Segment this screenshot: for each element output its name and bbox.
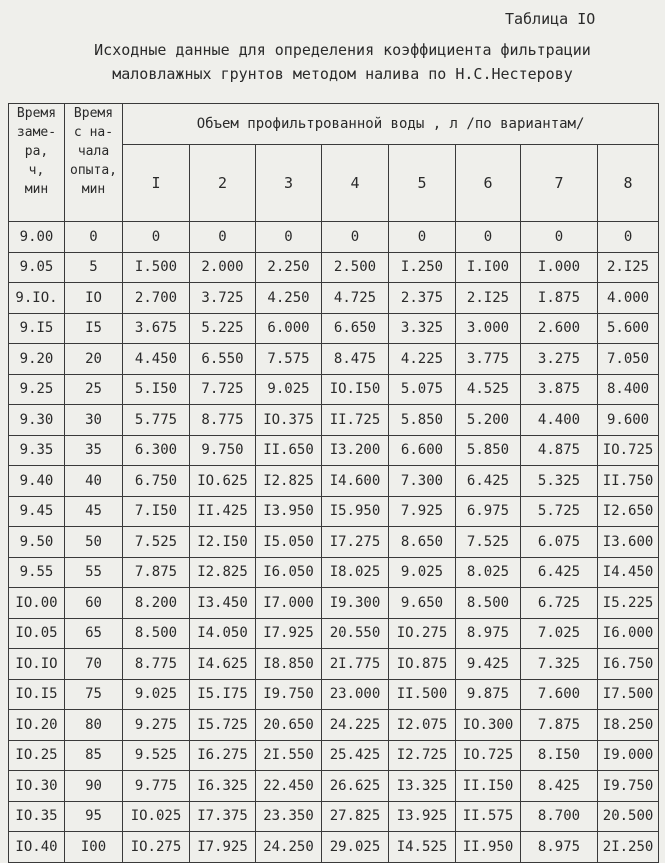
cell-volume: 6.425 bbox=[521, 557, 598, 588]
cell-volume: II.425 bbox=[190, 496, 256, 527]
cell-volume: I6.000 bbox=[598, 618, 659, 649]
table-row bbox=[9, 405, 659, 436]
cell-measure-time: IO.05 bbox=[9, 618, 65, 649]
cell-volume: IO.375 bbox=[256, 405, 322, 436]
table-row bbox=[9, 313, 659, 344]
cell-measure-time: IO.00 bbox=[9, 588, 65, 619]
header-variant: 3 bbox=[256, 145, 322, 222]
cell-volume: 4.450 bbox=[123, 344, 190, 375]
cell-elapsed: 45 bbox=[65, 496, 123, 527]
cell-measure-time: 9.I5 bbox=[9, 313, 65, 344]
cell-elapsed: 70 bbox=[65, 649, 123, 680]
cell-volume: 2.700 bbox=[123, 283, 190, 314]
cell-volume: 3.775 bbox=[456, 344, 521, 375]
cell-volume: IO.625 bbox=[190, 466, 256, 497]
cell-volume: 8.400 bbox=[598, 374, 659, 405]
cell-volume: 7.600 bbox=[521, 679, 598, 710]
cell-volume: 2.500 bbox=[322, 252, 389, 283]
cell-volume: I3.950 bbox=[256, 496, 322, 527]
header-variant: 5 bbox=[389, 145, 456, 222]
cell-volume: 2.I25 bbox=[456, 283, 521, 314]
cell-volume: 20.500 bbox=[598, 801, 659, 832]
cell-volume: 0 bbox=[456, 222, 521, 253]
cell-measure-time: 9.20 bbox=[9, 344, 65, 375]
cell-volume: 6.300 bbox=[123, 435, 190, 466]
header-measure-time: Время заме- ра, ч, мин bbox=[9, 104, 65, 222]
cell-volume: 24.250 bbox=[256, 832, 322, 863]
cell-volume: I8.850 bbox=[256, 649, 322, 680]
cell-volume: I.I00 bbox=[456, 252, 521, 283]
table-row bbox=[9, 466, 659, 497]
cell-volume: I5.725 bbox=[190, 710, 256, 741]
cell-volume: 8.I50 bbox=[521, 740, 598, 771]
cell-volume: 23.000 bbox=[322, 679, 389, 710]
cell-volume: 6.550 bbox=[190, 344, 256, 375]
cell-volume: I9.750 bbox=[598, 771, 659, 802]
cell-volume: I2.650 bbox=[598, 496, 659, 527]
cell-volume: 5.075 bbox=[389, 374, 456, 405]
cell-volume: I.500 bbox=[123, 252, 190, 283]
cell-volume: 4.525 bbox=[456, 374, 521, 405]
cell-measure-time: 9.05 bbox=[9, 252, 65, 283]
table-body bbox=[9, 222, 659, 863]
cell-volume: 0 bbox=[190, 222, 256, 253]
cell-elapsed: 85 bbox=[65, 740, 123, 771]
cell-volume: 9.025 bbox=[256, 374, 322, 405]
table-row bbox=[9, 740, 659, 771]
cell-volume: 2I.775 bbox=[322, 649, 389, 680]
cell-volume: 3.325 bbox=[389, 313, 456, 344]
cell-volume: 5.I50 bbox=[123, 374, 190, 405]
cell-volume: 9.650 bbox=[389, 588, 456, 619]
cell-measure-time: IO.30 bbox=[9, 771, 65, 802]
cell-volume: I7.000 bbox=[256, 588, 322, 619]
cell-volume: 4.250 bbox=[256, 283, 322, 314]
cell-volume: 22.450 bbox=[256, 771, 322, 802]
cell-volume: I9.000 bbox=[598, 740, 659, 771]
cell-volume: 7.925 bbox=[389, 496, 456, 527]
cell-measure-time: 9.55 bbox=[9, 557, 65, 588]
cell-measure-time: 9.40 bbox=[9, 466, 65, 497]
cell-volume: 8.775 bbox=[123, 649, 190, 680]
cell-elapsed: 65 bbox=[65, 618, 123, 649]
cell-volume: 7.025 bbox=[521, 618, 598, 649]
cell-volume: I3.200 bbox=[322, 435, 389, 466]
cell-volume: 3.275 bbox=[521, 344, 598, 375]
cell-volume: I4.450 bbox=[598, 557, 659, 588]
cell-volume: I3.925 bbox=[389, 801, 456, 832]
cell-elapsed: I00 bbox=[65, 832, 123, 863]
cell-volume: II.I50 bbox=[456, 771, 521, 802]
cell-measure-time: 9.35 bbox=[9, 435, 65, 466]
cell-measure-time: 9.45 bbox=[9, 496, 65, 527]
cell-volume: I3.325 bbox=[389, 771, 456, 802]
cell-volume: I6.750 bbox=[598, 649, 659, 680]
table-row bbox=[9, 801, 659, 832]
cell-elapsed: 30 bbox=[65, 405, 123, 436]
cell-volume: I2.825 bbox=[190, 557, 256, 588]
cell-volume: 29.025 bbox=[322, 832, 389, 863]
cell-volume: IO.275 bbox=[389, 618, 456, 649]
cell-volume: 24.225 bbox=[322, 710, 389, 741]
cell-elapsed: 50 bbox=[65, 527, 123, 558]
cell-volume: 2.600 bbox=[521, 313, 598, 344]
header-variant: 2 bbox=[190, 145, 256, 222]
cell-elapsed: 55 bbox=[65, 557, 123, 588]
cell-volume: I2.I50 bbox=[190, 527, 256, 558]
cell-elapsed: 95 bbox=[65, 801, 123, 832]
cell-volume: I7.500 bbox=[598, 679, 659, 710]
cell-volume: 7.575 bbox=[256, 344, 322, 375]
table-row bbox=[9, 588, 659, 619]
cell-volume: I.000 bbox=[521, 252, 598, 283]
table-row bbox=[9, 527, 659, 558]
cell-volume: I6.050 bbox=[256, 557, 322, 588]
cell-volume: 3.675 bbox=[123, 313, 190, 344]
cell-measure-time: IO.I5 bbox=[9, 679, 65, 710]
cell-volume: 9.025 bbox=[123, 679, 190, 710]
cell-volume: 4.225 bbox=[389, 344, 456, 375]
cell-elapsed: 35 bbox=[65, 435, 123, 466]
cell-volume: 5.850 bbox=[389, 405, 456, 436]
cell-volume: I7.925 bbox=[190, 832, 256, 863]
table-row bbox=[9, 222, 659, 253]
table-row bbox=[9, 710, 659, 741]
header-variant: 7 bbox=[521, 145, 598, 222]
cell-volume: 7.050 bbox=[598, 344, 659, 375]
cell-volume: 27.825 bbox=[322, 801, 389, 832]
cell-volume: 2I.250 bbox=[598, 832, 659, 863]
cell-volume: 7.I50 bbox=[123, 496, 190, 527]
cell-measure-time: 9.25 bbox=[9, 374, 65, 405]
cell-volume: 8.500 bbox=[123, 618, 190, 649]
cell-elapsed: I5 bbox=[65, 313, 123, 344]
cell-volume: 8.650 bbox=[389, 527, 456, 558]
cell-elapsed: 75 bbox=[65, 679, 123, 710]
cell-volume: 7.525 bbox=[456, 527, 521, 558]
cell-volume: I5.I75 bbox=[190, 679, 256, 710]
cell-volume: 3.875 bbox=[521, 374, 598, 405]
table-row bbox=[9, 679, 659, 710]
table-row bbox=[9, 771, 659, 802]
cell-volume: IO.025 bbox=[123, 801, 190, 832]
cell-volume: 8.975 bbox=[521, 832, 598, 863]
cell-volume: I4.050 bbox=[190, 618, 256, 649]
cell-volume: 20.650 bbox=[256, 710, 322, 741]
cell-volume: I2.075 bbox=[389, 710, 456, 741]
cell-volume: 8.775 bbox=[190, 405, 256, 436]
cell-volume: 0 bbox=[598, 222, 659, 253]
cell-volume: I4.525 bbox=[389, 832, 456, 863]
cell-volume: I7.275 bbox=[322, 527, 389, 558]
cell-elapsed: 80 bbox=[65, 710, 123, 741]
cell-volume: 9.600 bbox=[598, 405, 659, 436]
cell-measure-time: 9.IO. bbox=[9, 283, 65, 314]
cell-volume: 9.425 bbox=[456, 649, 521, 680]
cell-volume: 9.525 bbox=[123, 740, 190, 771]
cell-volume: 5.225 bbox=[190, 313, 256, 344]
table-row bbox=[9, 832, 659, 863]
cell-volume: 8.200 bbox=[123, 588, 190, 619]
cell-volume: 5.600 bbox=[598, 313, 659, 344]
cell-volume: 6.600 bbox=[389, 435, 456, 466]
table-row bbox=[9, 374, 659, 405]
cell-volume: 0 bbox=[322, 222, 389, 253]
cell-volume: II.500 bbox=[389, 679, 456, 710]
cell-volume: 6.725 bbox=[521, 588, 598, 619]
cell-volume: I.875 bbox=[521, 283, 598, 314]
cell-volume: 2.000 bbox=[190, 252, 256, 283]
cell-volume: 4.725 bbox=[322, 283, 389, 314]
cell-volume: II.950 bbox=[456, 832, 521, 863]
cell-volume: I3.450 bbox=[190, 588, 256, 619]
cell-volume: I3.600 bbox=[598, 527, 659, 558]
cell-volume: 8.475 bbox=[322, 344, 389, 375]
cell-volume: I7.925 bbox=[256, 618, 322, 649]
cell-volume: IO.875 bbox=[389, 649, 456, 680]
cell-elapsed: 0 bbox=[65, 222, 123, 253]
cell-volume: IO.300 bbox=[456, 710, 521, 741]
cell-volume: 26.625 bbox=[322, 771, 389, 802]
title-line: маловлажных грунтов методом налива по Н.С.Нестерову bbox=[112, 65, 573, 83]
cell-elapsed: 5 bbox=[65, 252, 123, 283]
cell-elapsed: 40 bbox=[65, 466, 123, 497]
title-line: Исходные данные для определения коэффициента фильтрации bbox=[94, 41, 591, 59]
cell-volume: 9.775 bbox=[123, 771, 190, 802]
cell-volume: 0 bbox=[123, 222, 190, 253]
cell-volume: 8.500 bbox=[456, 588, 521, 619]
cell-elapsed: IO bbox=[65, 283, 123, 314]
cell-volume: II.650 bbox=[256, 435, 322, 466]
cell-measure-time: IO.IO bbox=[9, 649, 65, 680]
cell-volume: IO.725 bbox=[598, 435, 659, 466]
cell-volume: I2.825 bbox=[256, 466, 322, 497]
cell-volume: 0 bbox=[256, 222, 322, 253]
cell-volume: I8.025 bbox=[322, 557, 389, 588]
cell-volume: 8.025 bbox=[456, 557, 521, 588]
cell-volume: 9.275 bbox=[123, 710, 190, 741]
table-row bbox=[9, 557, 659, 588]
cell-elapsed: 25 bbox=[65, 374, 123, 405]
cell-volume: II.575 bbox=[456, 801, 521, 832]
cell-elapsed: 90 bbox=[65, 771, 123, 802]
cell-volume: IO.I50 bbox=[322, 374, 389, 405]
cell-volume: 9.875 bbox=[456, 679, 521, 710]
cell-volume: 4.875 bbox=[521, 435, 598, 466]
cell-volume: 8.425 bbox=[521, 771, 598, 802]
cell-volume: I2.725 bbox=[389, 740, 456, 771]
cell-volume: 2.I25 bbox=[598, 252, 659, 283]
data-table bbox=[8, 103, 659, 863]
cell-measure-time: IO.35 bbox=[9, 801, 65, 832]
cell-volume: 4.000 bbox=[598, 283, 659, 314]
header-variant: 8 bbox=[598, 145, 659, 222]
cell-volume: 9.025 bbox=[389, 557, 456, 588]
cell-volume: 7.725 bbox=[190, 374, 256, 405]
cell-volume: 7.525 bbox=[123, 527, 190, 558]
cell-volume: 5.850 bbox=[456, 435, 521, 466]
cell-volume: I9.300 bbox=[322, 588, 389, 619]
cell-volume: 7.875 bbox=[123, 557, 190, 588]
table-row bbox=[9, 496, 659, 527]
cell-measure-time: IO.20 bbox=[9, 710, 65, 741]
cell-volume: 23.350 bbox=[256, 801, 322, 832]
cell-volume: 3.000 bbox=[456, 313, 521, 344]
cell-volume: 8.975 bbox=[456, 618, 521, 649]
cell-measure-time: IO.25 bbox=[9, 740, 65, 771]
table-row bbox=[9, 618, 659, 649]
cell-volume: IO.275 bbox=[123, 832, 190, 863]
table-row bbox=[9, 252, 659, 283]
cell-volume: 5.725 bbox=[521, 496, 598, 527]
cell-volume: 5.200 bbox=[456, 405, 521, 436]
cell-measure-time: IO.40 bbox=[9, 832, 65, 863]
cell-volume: 8.700 bbox=[521, 801, 598, 832]
cell-volume: I5.950 bbox=[322, 496, 389, 527]
cell-volume: 6.425 bbox=[456, 466, 521, 497]
cell-volume: 5.325 bbox=[521, 466, 598, 497]
cell-measure-time: 9.50 bbox=[9, 527, 65, 558]
cell-volume: 7.300 bbox=[389, 466, 456, 497]
cell-volume: 7.875 bbox=[521, 710, 598, 741]
cell-volume: II.750 bbox=[598, 466, 659, 497]
cell-measure-time: 9.00 bbox=[9, 222, 65, 253]
cell-volume: I6.275 bbox=[190, 740, 256, 771]
cell-volume: 4.400 bbox=[521, 405, 598, 436]
cell-volume: IO.725 bbox=[456, 740, 521, 771]
cell-volume: I9.750 bbox=[256, 679, 322, 710]
cell-volume: 5.775 bbox=[123, 405, 190, 436]
table-row bbox=[9, 435, 659, 466]
cell-volume: 2.250 bbox=[256, 252, 322, 283]
cell-volume: I.250 bbox=[389, 252, 456, 283]
cell-volume: 9.750 bbox=[190, 435, 256, 466]
cell-volume: 7.325 bbox=[521, 649, 598, 680]
header-volume-group: Объем профильтрованной воды , л /по вариантам/ bbox=[123, 104, 659, 145]
cell-volume: I6.325 bbox=[190, 771, 256, 802]
table-number: Таблица IO bbox=[505, 10, 596, 28]
cell-volume: I4.600 bbox=[322, 466, 389, 497]
header-variant: I bbox=[123, 145, 190, 222]
cell-volume: 2I.550 bbox=[256, 740, 322, 771]
table-row bbox=[9, 344, 659, 375]
cell-volume: I7.375 bbox=[190, 801, 256, 832]
header-variant: 6 bbox=[456, 145, 521, 222]
cell-volume: 2.375 bbox=[389, 283, 456, 314]
cell-volume: 6.975 bbox=[456, 496, 521, 527]
cell-volume: I5.050 bbox=[256, 527, 322, 558]
cell-elapsed: 20 bbox=[65, 344, 123, 375]
cell-volume: II.725 bbox=[322, 405, 389, 436]
table-row bbox=[9, 283, 659, 314]
cell-volume: 6.750 bbox=[123, 466, 190, 497]
cell-volume: I4.625 bbox=[190, 649, 256, 680]
cell-volume: 25.425 bbox=[322, 740, 389, 771]
table-title bbox=[0, 38, 665, 86]
cell-measure-time: 9.30 bbox=[9, 405, 65, 436]
cell-volume: I8.250 bbox=[598, 710, 659, 741]
cell-volume: 0 bbox=[389, 222, 456, 253]
cell-elapsed: 60 bbox=[65, 588, 123, 619]
header-variant: 4 bbox=[322, 145, 389, 222]
cell-volume: 6.075 bbox=[521, 527, 598, 558]
cell-volume: 0 bbox=[521, 222, 598, 253]
cell-volume: I5.225 bbox=[598, 588, 659, 619]
cell-volume: 6.650 bbox=[322, 313, 389, 344]
cell-volume: 3.725 bbox=[190, 283, 256, 314]
cell-volume: 20.550 bbox=[322, 618, 389, 649]
header-elapsed-time: Время с на- чала опыта, мин bbox=[65, 104, 123, 222]
table-row bbox=[9, 649, 659, 680]
cell-volume: 6.000 bbox=[256, 313, 322, 344]
